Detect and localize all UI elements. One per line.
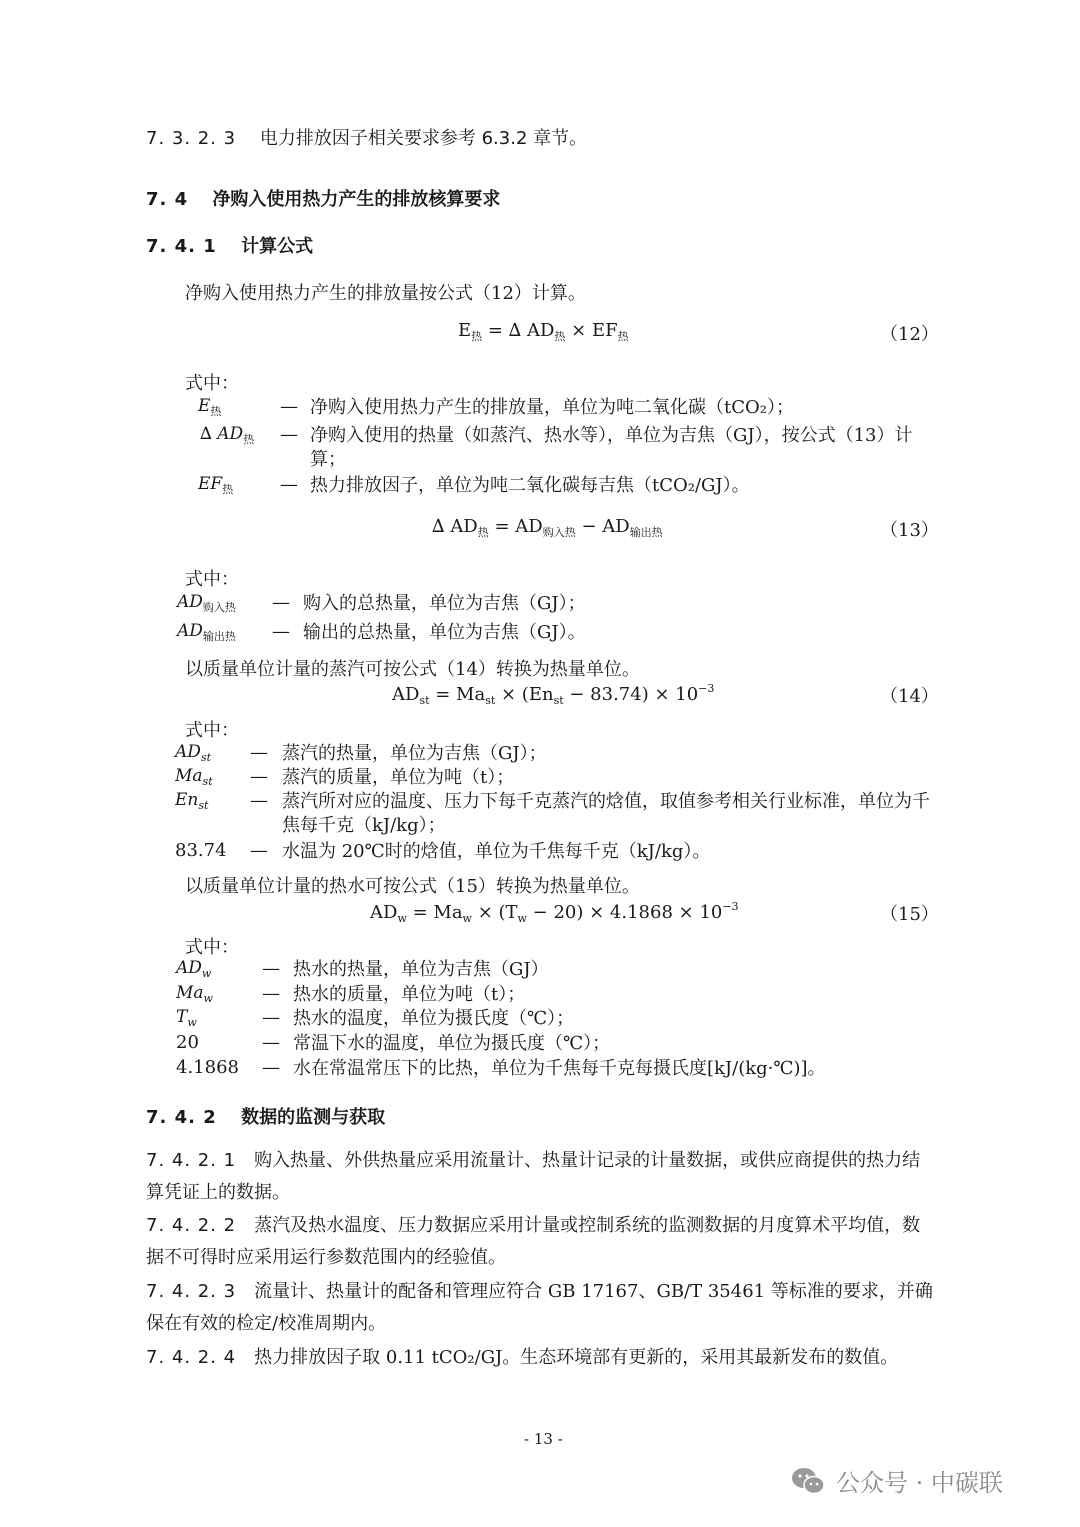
section-heading-7-4 [146,185,500,211]
dash: — [262,958,280,979]
wechat-icon [790,1466,826,1502]
equation-15: $AD_w = Ma_w \times (T_w - 20) \times 4.1868 \times 10^{-3}$ [370,900,739,925]
clause-7-4-2-3 [146,1276,936,1340]
clause-number: 7. 4. 2. 2 [146,1215,237,1236]
dash: — [250,790,268,811]
equation-13: ∆ $AD_热 = AD_{购入热} - AD_{输出热}$ [432,516,663,539]
dash: — [262,1032,280,1053]
dash: — [280,396,298,417]
formula-14-intro: 以质量单位计量的蒸汽可按公式（14）转换为热量单位。 [185,659,640,680]
section-number: 7. 4. 1 [146,236,217,257]
clause-number: 7. 4. 2. 1 [146,1150,237,1171]
dash: — [250,766,268,787]
equation-number: （14） [880,686,939,707]
clause-text: 购入热量、外供热量应采用流量计、热量计记录的计量数据，或供应商提供的热力结算凭证上的数据。 [146,1150,921,1203]
clause-number: 7. 3. 2. 3 [146,128,237,149]
dash: — [250,742,268,763]
clause-text: 热力排放因子取 0.11 tCO₂/GJ。生态环境部有更新的，采用其最新发布的数值。 [254,1347,899,1368]
variable-symbol: $E_热$ [198,396,222,418]
variable-symbol: $En_{st}$ [175,790,209,812]
dash: — [262,1007,280,1028]
equation-12: $E_热$ = ∆ $AD_热 \times EF_热$ [458,320,629,343]
equation-14: $AD_{st} = Ma_{st} \times (En_{st} - 83.74) \times 10^{-3}$ [392,682,715,707]
variable-description: 净购入使用的热量（如蒸汽、热水等），单位为吉焦（GJ），按公式（13）计算； [310,425,913,470]
section-title: 计算公式 [241,236,314,257]
section-number: 7. 4. 2 [146,1107,217,1128]
variable-description: 购入的总热量，单位为吉焦（GJ）； [303,593,586,614]
section-heading-7-4-2 [146,1103,385,1129]
watermark [790,1463,1003,1502]
formula-15-intro: 以质量单位计量的热水可按公式（15）转换为热量单位。 [185,876,640,897]
variable-description: 常温下水的温度，单位为摄氏度（℃）； [293,1033,611,1054]
variable-description: 输出的总热量，单位为吉焦（GJ）。 [303,622,586,643]
dash: — [280,424,298,445]
variable-symbol: $AD_{购入热}$ [177,592,236,614]
variable-description: 蒸汽所对应的温度、压力下每千克蒸汽的焓值，取值参考相关行业标准，单位为千焦每千克（kJ/kg）； [282,791,930,836]
page-number: - 13 - [524,1430,563,1448]
dash: — [262,983,280,1004]
section-heading-7-4-1 [146,232,313,258]
clause-7-3-2-3 [146,124,587,150]
formula-12-intro: 净购入使用热力产生的排放量按公式（12）计算。 [185,283,586,304]
variable-symbol: ∆ $AD_热$ [200,424,255,446]
where-label: 式中： [185,569,239,590]
where-label: 式中： [185,937,239,958]
variable-description: 热水的温度，单位为摄氏度（℃）； [293,1008,575,1029]
dash: — [272,592,290,613]
variable-description: 蒸汽的热量，单位为吉焦（GJ）； [282,743,547,764]
variable-symbol: $Ma_w$ [176,983,213,1005]
equation-number: （13） [880,520,939,541]
dash: — [250,840,268,861]
equation-number: （12） [880,324,939,345]
variable-symbol: $AD_w$ [176,958,212,980]
where-label: 式中： [185,720,239,741]
clause-7-4-2-1 [146,1145,936,1209]
variable-description: 热水的热量，单位为吉焦（GJ） [293,959,549,980]
variable-description: 净购入使用热力产生的排放量，单位为吨二氧化碳（tCO₂）； [310,397,794,418]
variable-symbol: $T_w$ [176,1007,197,1029]
variable-symbol: $EF_热$ [198,474,234,496]
variable-description: 蒸汽的质量，单位为吨（t）； [282,767,515,788]
variable-description: 水在常温常压下的比热，单位为千焦每千克每摄氏度[kJ/(kg·℃)]。 [293,1058,826,1079]
variable-symbol: 20 [176,1032,199,1053]
variable-symbol: $AD_{st}$ [175,742,211,764]
clause-number: 7. 4. 2. 3 [146,1281,237,1302]
dash: — [262,1057,280,1078]
clause-text: 流量计、热量计的配备和管理应符合 GB 17167、GB/T 35461 等标准的要求，并确保在有效的检定/校准周期内。 [146,1281,933,1334]
clause-text: 蒸汽及热水温度、压力数据应采用计量或控制系统的监测数据的月度算术平均值，数据不可得时应采用运行参数范围内的经验值。 [146,1215,921,1268]
variable-description: 水温为 20℃时的焓值，单位为千焦每千克（kJ/kg）。 [282,841,711,862]
variable-symbol: 83.74 [175,840,227,861]
section-number: 7. 4 [146,189,189,210]
section-title: 净购入使用热力产生的排放核算要求 [212,189,501,210]
clause-7-4-2-2 [146,1210,936,1274]
variable-symbol: $Ma_{st}$ [175,766,213,788]
clause-number: 7. 4. 2. 4 [146,1347,237,1368]
watermark-text: 公众号 · 中碳联 [836,1469,1003,1497]
where-label: 式中： [185,373,239,394]
dash: — [272,621,290,642]
section-title: 数据的监测与获取 [241,1107,386,1128]
clause-text: 电力排放因子相关要求参考 6.3.2 章节。 [259,128,588,149]
clause-7-4-2-4 [146,1342,936,1374]
dash: — [280,474,298,495]
variable-description: 热水的质量，单位为吨（t）； [293,984,526,1005]
variable-description: 热力排放因子，单位为吨二氧化碳每吉焦（tCO₂/GJ）。 [310,475,750,496]
variable-symbol: 4.1868 [176,1057,239,1078]
variable-symbol: $AD_{输出热}$ [177,621,236,643]
equation-number: （15） [880,904,939,925]
